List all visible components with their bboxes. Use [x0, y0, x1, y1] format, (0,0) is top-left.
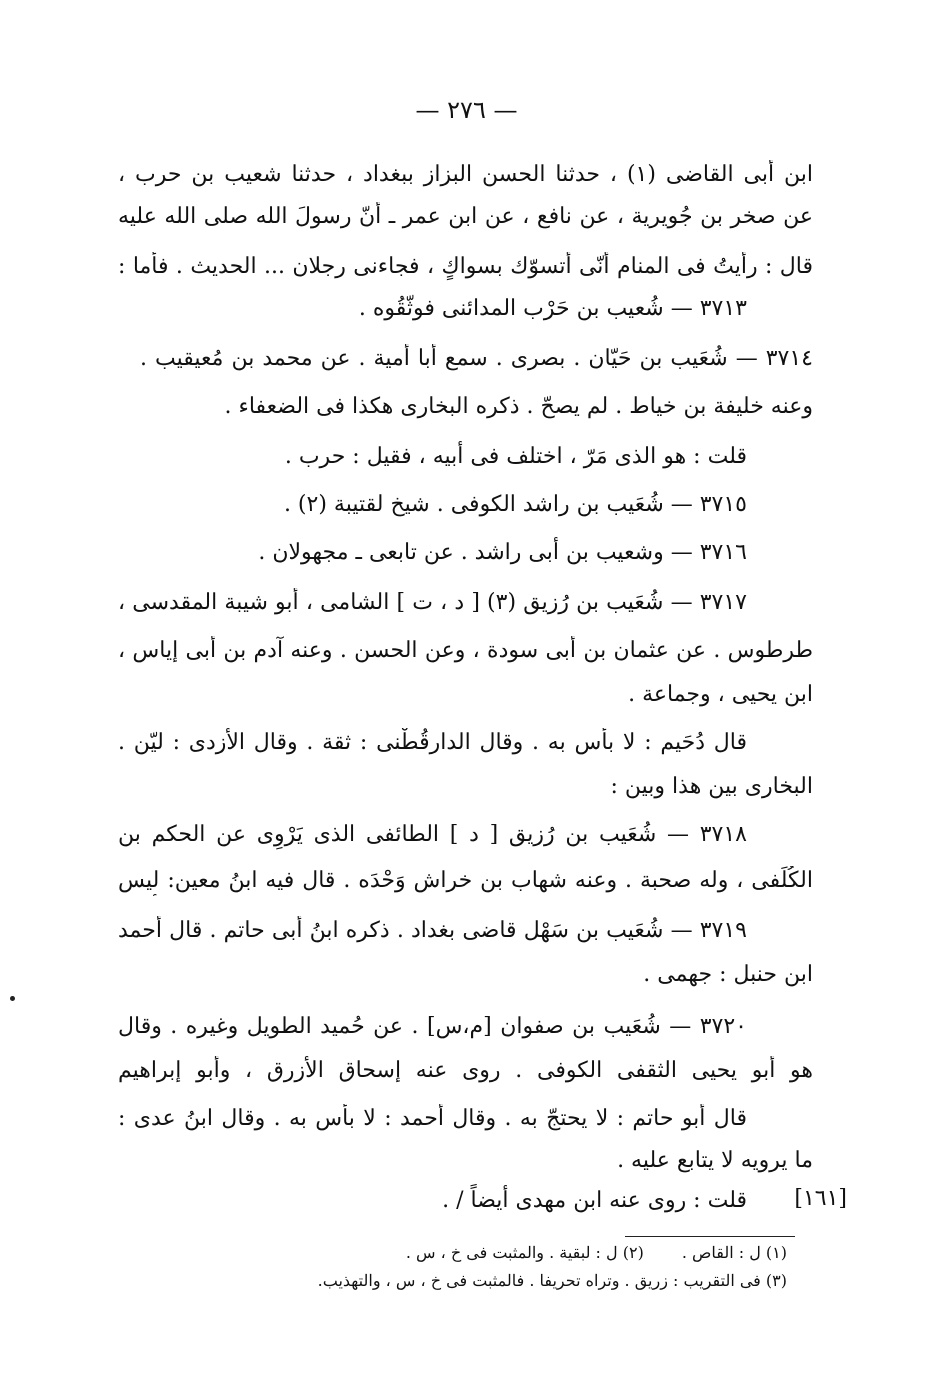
entry-3716: ٣٧١٦ — وشعيب بن أبى راشد . عن تابعى ـ مجهولان .	[258, 540, 747, 565]
text-line-23: قلت : روى عنه ابن مهدى أيضاً / .	[442, 1188, 747, 1213]
text-line-6: وعنه خليفة بن خياط . لم يصحّ . ذكره البخارى هكذا فى الضعفاء .	[224, 394, 813, 419]
entry-3719: ٣٧١٩ — شُعَيب بن سَهْل قاضى بغداد . ذكره ابنُ أبى حاتم . قال أحمد	[118, 918, 747, 943]
entry-3715: ٣٧١٥ — شُعَيب بن راشد الكوفى . شيخ لقتيبة (٢) .	[283, 492, 747, 517]
entry-3717: ٣٧١٧ — شُعَيب بن رُزيق (٣) [ د ، ت ] الشامى ، أبو شيبة المقدسى ،	[118, 590, 747, 615]
footnote-line-1	[406, 1242, 787, 1264]
text-line-21: قال أبو حاتم : لا يحتجّ به . وقال أحمد : لا بأس به . وقال ابنُ عدى :	[118, 1106, 747, 1131]
entry-3720: ٣٧٢٠ — شُعَيب بن صفوان [م،س] . عن حُميد الطويل وغيره . وقال	[118, 1014, 747, 1039]
text-line-22: ما يرويه لا يتابع عليه .	[617, 1148, 813, 1173]
footnote-1: (١) ل : القاص .	[681, 1243, 787, 1262]
text-line-13: قال دُحَيم : لا بأس به . وقال الدارقُطْنى : ثقة . وقال الأزدى : ليّن .	[118, 730, 747, 755]
page-number: — ٢٧٦ —	[415, 96, 518, 124]
text-line-12: ابن يحيى ، وجماعة .	[628, 682, 813, 707]
manuscript-folio-marker: [١٦١]	[794, 1186, 847, 1211]
text-line-18: ابن حنبل : جهمى .	[643, 962, 813, 987]
text-line-2: عن صخر بن جُويرية ، عن نافع ، عن ابن عمر ـ أنّ رسولَ الله صلى الله عليه	[118, 204, 813, 229]
entry-3718: ٣٧١٨ — شُعَيب بن رُزيق [ د ] الطائفى الذى يَرْوِى عن الحكم بن	[118, 822, 747, 847]
entry-3713: ٣٧١٣ — شُعيب بن حَرْب المدائنى فوثّقُوه .	[358, 296, 747, 321]
text-line-11: طرطوس . عن عثمان بن أبى سودة ، وعن الحسن . وعنه آدم بن أبى إياس ،	[118, 638, 813, 663]
footnote-2: (٢) ل : لبقية . والمثبت فى خ ، س .	[405, 1243, 644, 1262]
text-line-1: ابن أبى القاضى (١) ، حدثنا الحسن البزاز ببغداد ، حدثنا شعيب بن حرب ،	[118, 162, 813, 187]
text-line-16: الكُلَفى ، وله صحبة . وعنه شهاب بن خراش وَحْدَه . قال فيه ابنُ معين: ليس	[118, 868, 813, 893]
text-line-3: قال : رأيتُ فى المنام أنّى أتسوّك بسواكٍ ، فجاءنى رجلان ... الحديث . فأما :	[118, 254, 813, 279]
text-line-7: قلت : هو الذى مَرّ ، اختلف فى أبيه ، فقيل : حرب .	[284, 444, 747, 469]
page-speck	[10, 996, 15, 1001]
footnote-3: (٣) فى التقريب : زريق . وتراه تحريفا . فالمثبت فى خ ، س ، والتهذيب.	[317, 1271, 787, 1290]
text-line-20: هو أبو يحيى الثقفى الكوفى . روى عنه إسحاق الأزرق ، وأبو إبراهيم	[118, 1058, 813, 1083]
text-line-14: البخارى بين هذا وبين :	[610, 774, 813, 799]
footnote-divider	[625, 1236, 795, 1237]
entry-3714: ٣٧١٤ — شُعَيب بن حَيّان . بصرى . سمع أبا أمية . عن محمد بن مُعيقيب .	[140, 346, 813, 371]
